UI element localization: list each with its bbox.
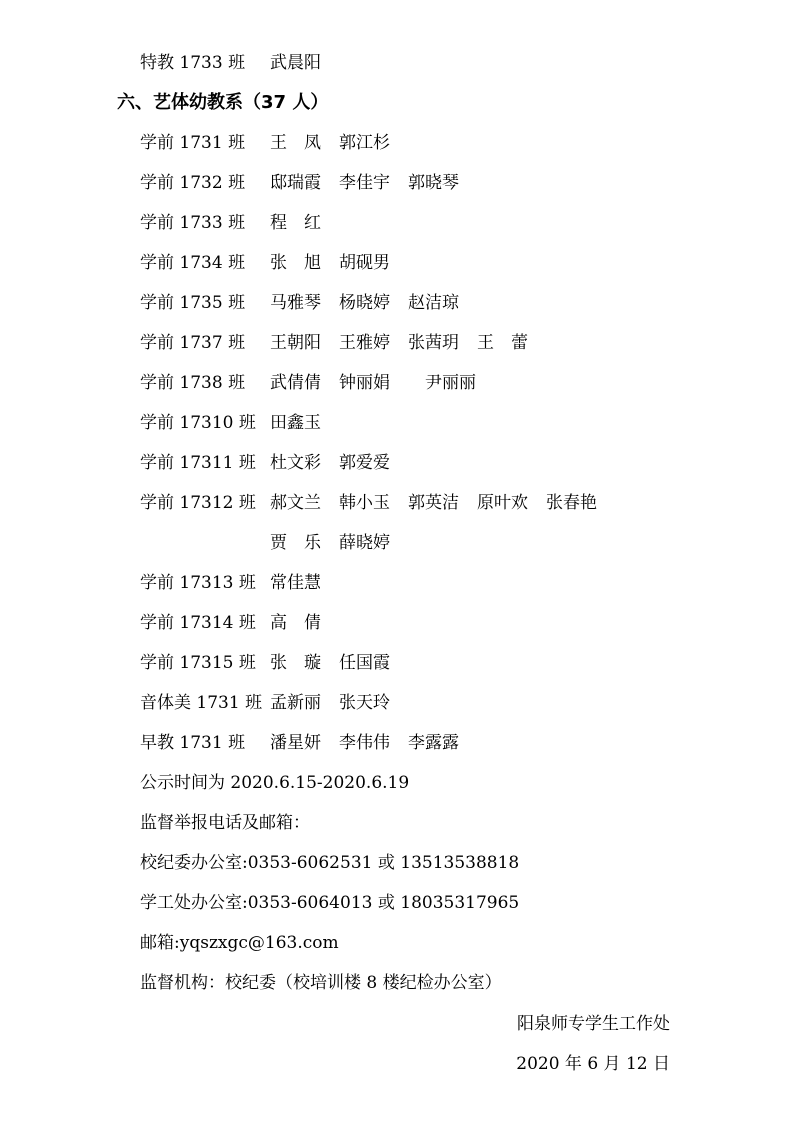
student-name: 马雅琴 — [270, 293, 321, 313]
student-name: 任国霞 — [339, 653, 390, 673]
signature-org: 阳泉师专学生工作处 — [517, 1014, 670, 1034]
notice-contact-title: 监督举报电话及邮箱： — [140, 813, 310, 833]
class-row — [140, 452, 408, 474]
student-name: 孟新丽 — [270, 693, 321, 713]
class-row — [140, 172, 477, 194]
class-label: 学前 17310 班 — [140, 413, 256, 433]
class-label: 特教 1733 班 — [140, 53, 246, 73]
class-row — [140, 572, 339, 594]
class-label: 学前 1733 班 — [140, 213, 246, 233]
class-label: 学前 17312 班 — [140, 493, 256, 513]
student-name: 王朝阳 — [270, 333, 321, 353]
student-name: 郭晓琴 — [408, 173, 459, 193]
class-label: 音体美 1731 班 — [140, 693, 263, 713]
student-name: 原叶欢 — [477, 493, 528, 513]
class-label: 学前 1735 班 — [140, 293, 246, 313]
student-name: 张天玲 — [339, 693, 390, 713]
class-row — [140, 132, 408, 154]
student-name: 王雅婷 — [339, 333, 390, 353]
notice-discipline-office: 校纪委办公室:0353-6062531 或 13513538818 — [140, 853, 520, 873]
class-row — [140, 532, 408, 554]
student-name: 王 蕾 — [477, 333, 528, 353]
student-name: 尹丽丽 — [408, 373, 476, 393]
student-name: 田鑫玉 — [270, 413, 321, 433]
class-label: 早教 1731 班 — [140, 733, 246, 753]
student-name: 郭英洁 — [408, 493, 459, 513]
signature-date: 2020 年 6 月 12 日 — [516, 1054, 670, 1074]
class-label: 学前 1737 班 — [140, 333, 246, 353]
class-row — [140, 332, 546, 354]
class-label: 学前 17313 班 — [140, 573, 256, 593]
student-name: 王 凤 — [270, 133, 321, 153]
student-name: 武晨阳 — [270, 53, 321, 73]
student-name: 张茜玥 — [408, 333, 459, 353]
class-label: 学前 17315 班 — [140, 653, 256, 673]
student-name: 钟丽娟 — [339, 373, 390, 393]
student-name: 胡砚男 — [339, 253, 390, 273]
class-label: 学前 1732 班 — [140, 173, 246, 193]
student-name: 张 旭 — [270, 253, 321, 273]
student-name: 邸瑞霞 — [270, 173, 321, 193]
class-row — [140, 412, 339, 434]
class-label: 学前 1734 班 — [140, 253, 246, 273]
student-name: 高 倩 — [270, 613, 321, 633]
class-label: 学前 1731 班 — [140, 133, 246, 153]
class-row — [140, 492, 615, 514]
class-label: 学前 17311 班 — [140, 453, 256, 473]
section-title: 六、艺体幼教系（37 人） — [117, 92, 329, 113]
notice-student-office: 学工处办公室:0353-6064013 或 18035317965 — [140, 893, 520, 913]
student-name: 韩小玉 — [339, 493, 390, 513]
student-name: 郭爱爱 — [339, 453, 390, 473]
student-name: 郭江杉 — [339, 133, 390, 153]
student-name: 赵洁琼 — [408, 293, 459, 313]
notice-period: 公示时间为 2020.6.15-2020.6.19 — [140, 773, 410, 793]
student-name: 张春艳 — [546, 493, 597, 513]
class-row — [140, 652, 408, 674]
class-row — [140, 372, 494, 394]
class-row — [140, 252, 408, 274]
student-name: 杜文彩 — [270, 453, 321, 473]
class-row — [140, 212, 339, 234]
class-row — [140, 612, 339, 634]
class-row — [140, 732, 477, 754]
class-label: 学前 17314 班 — [140, 613, 256, 633]
student-name: 李露露 — [408, 733, 459, 753]
student-name: 杨晓婷 — [339, 293, 390, 313]
student-name: 程 红 — [270, 213, 321, 233]
student-name: 武倩倩 — [270, 373, 321, 393]
student-name: 郝文兰 — [270, 493, 321, 513]
student-name: 贾 乐 — [270, 533, 321, 553]
class-row — [140, 52, 339, 74]
class-row — [140, 692, 408, 714]
student-name: 薛晓婷 — [339, 533, 390, 553]
student-name: 李伟伟 — [339, 733, 390, 753]
notice-email: 邮箱:yqszxgc@163.com — [140, 933, 339, 953]
notice-agency: 监督机构：校纪委（校培训楼 8 楼纪检办公室） — [140, 973, 502, 993]
student-name: 常佳慧 — [270, 573, 321, 593]
student-name: 潘星妍 — [270, 733, 321, 753]
class-row — [140, 292, 477, 314]
class-label: 学前 1738 班 — [140, 373, 246, 393]
student-name: 李佳宇 — [339, 173, 390, 193]
student-name: 张 璇 — [270, 653, 321, 673]
